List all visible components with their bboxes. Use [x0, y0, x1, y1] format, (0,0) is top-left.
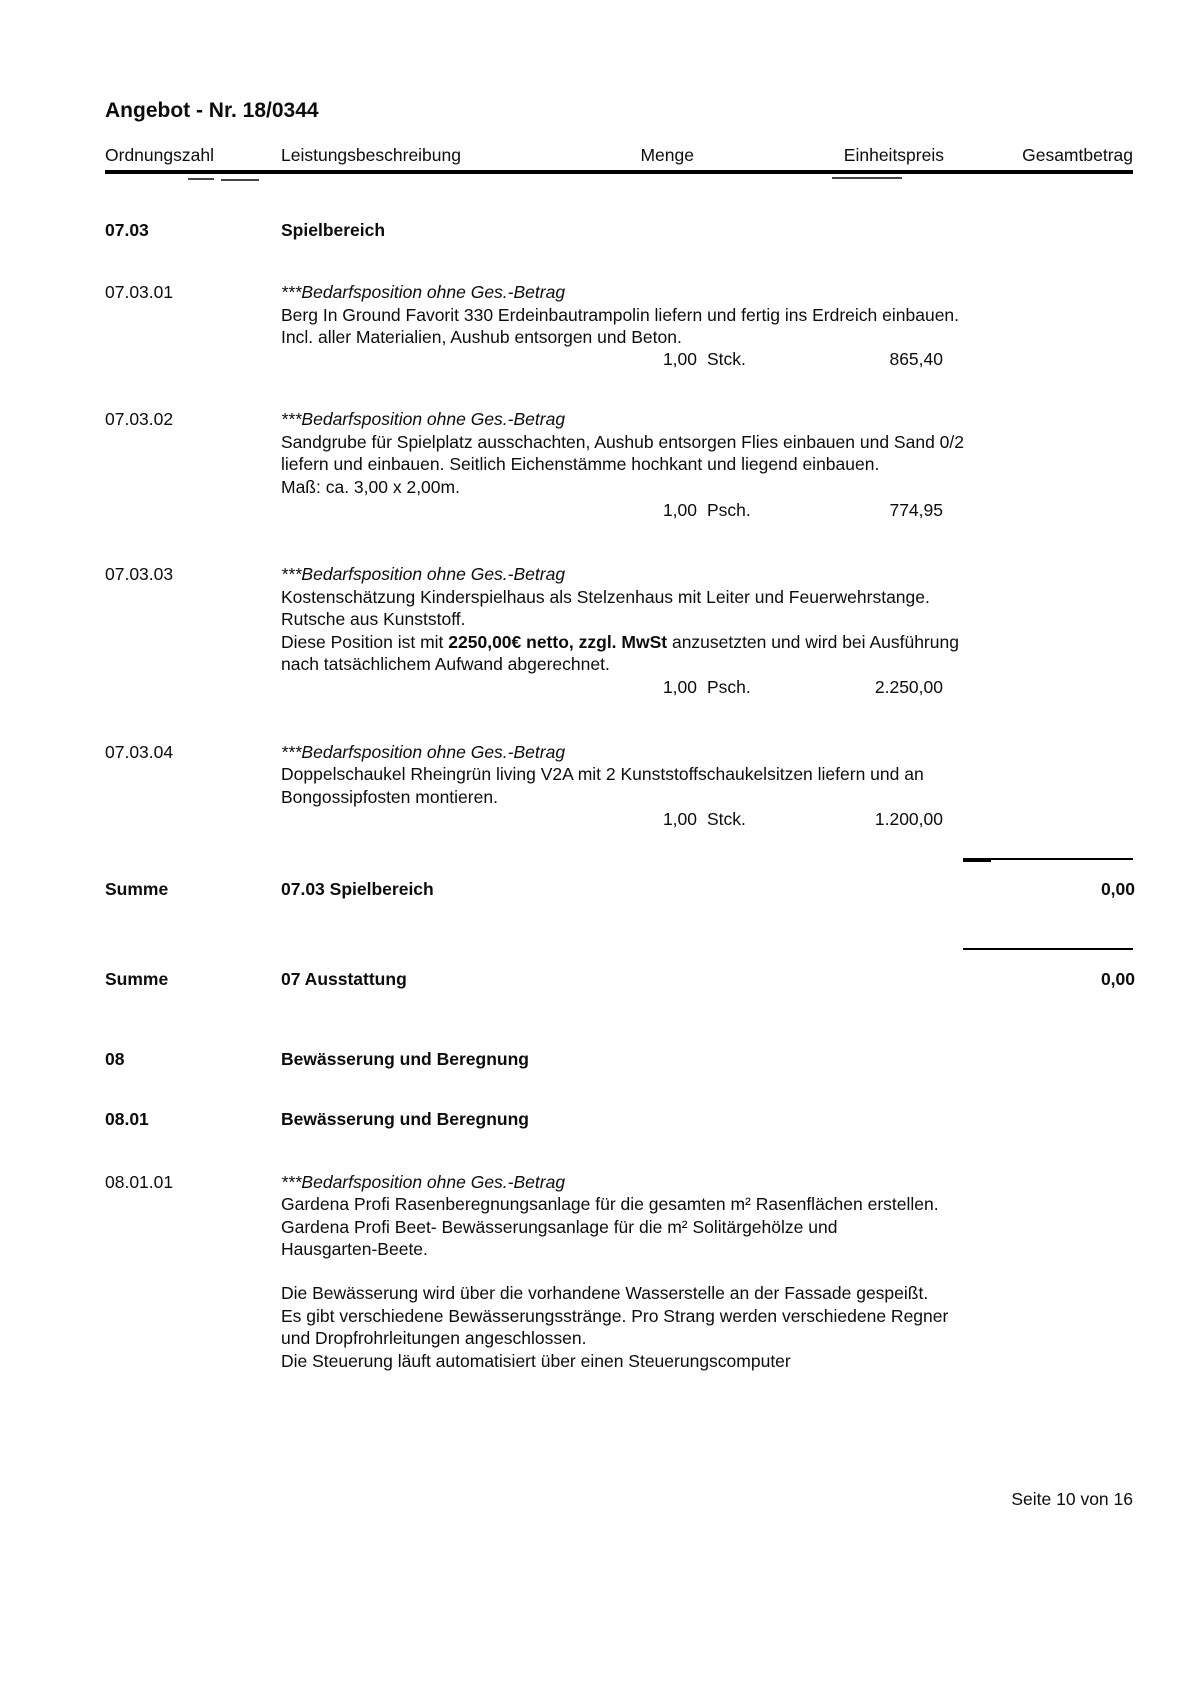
unit-label: Stck. — [707, 349, 746, 369]
position-line: Die Bewässerung wird über die vorhandene Wasserstelle an der Fassade gespeißt. — [281, 1283, 929, 1303]
quantity-value: 1,00 — [662, 677, 697, 697]
sum-rule-tick — [963, 859, 991, 862]
position-line: Bongossipfosten montieren. — [281, 787, 498, 807]
page-number: Seite 10 von 16 — [1011, 1489, 1133, 1509]
position-line: Es gibt verschiedene Bewässerungsstränge. Pro Strang werden verschiedene Regner — [281, 1306, 949, 1326]
unit-price-value: 2.250,00 — [874, 677, 943, 697]
position-flag: ***Bedarfsposition ohne Ges.-Betrag — [281, 282, 566, 302]
section-title: Bewässerung und Beregnung — [281, 1049, 529, 1069]
sum-amount: 0,00 — [1100, 879, 1135, 899]
column-header-einheitspreis: Einheitspreis — [843, 145, 944, 165]
position-line: Gardena Profi Beet- Bewässerungsanlage für die m² Solitärgehölze und — [281, 1217, 838, 1237]
section-number: 08 — [105, 1049, 125, 1069]
position-line: Sandgrube für Spielplatz ausschachten, Aushub entsorgen Flies einbauen und Sand 0/2 — [281, 432, 964, 452]
unit-label: Psch. — [707, 500, 751, 520]
position-line: Hausgarten-Beete. — [281, 1239, 428, 1259]
position-line-text: anzusetzten und wird bei Ausführung — [667, 632, 959, 652]
scan-artifact — [188, 178, 214, 180]
column-header-leistungsbeschreibung: Leistungsbeschreibung — [281, 145, 461, 165]
section-number: 08.01 — [105, 1109, 149, 1129]
section-title: Bewässerung und Beregnung — [281, 1109, 529, 1129]
column-header-menge: Menge — [640, 145, 694, 165]
position-line: Berg In Ground Favorit 330 Erdeinbautrampolin liefern und fertig ins Erdreich einbauen. — [281, 305, 960, 325]
position-number: 07.03.03 — [105, 564, 174, 584]
sum-amount: 0,00 — [1100, 969, 1135, 989]
position-line: Maß: ca. 3,00 x 2,00m. — [281, 477, 460, 497]
unit-price-value: 774,95 — [889, 500, 943, 520]
unit-price-value: 865,40 — [889, 349, 943, 369]
position-flag: ***Bedarfsposition ohne Ges.-Betrag — [281, 1172, 566, 1192]
position-line: liefern und einbauen. Seitlich Eichenstämme hochkant und liegend einbauen. — [281, 454, 880, 474]
sum-scope: 07.03 Spielbereich — [281, 879, 434, 899]
position-line — [281, 631, 959, 653]
scan-artifact — [221, 179, 259, 181]
sum-scope: 07 Ausstattung — [281, 969, 407, 989]
quantity-value: 1,00 — [662, 349, 697, 369]
sum-label: Summe — [105, 969, 169, 989]
column-header-gesamtbetrag: Gesamtbetrag — [1022, 145, 1133, 165]
header-rule — [105, 170, 1133, 174]
position-flag: ***Bedarfsposition ohne Ges.-Betrag — [281, 564, 566, 584]
position-line-text: Diese Position ist mit — [281, 632, 449, 652]
position-line: Die Steuerung läuft automatisiert über einen Steuerungscomputer — [281, 1351, 791, 1371]
section-number: 07.03 — [105, 220, 149, 240]
section-title: Spielbereich — [281, 220, 386, 240]
unit-label: Psch. — [707, 677, 751, 697]
position-line: Gardena Profi Rasenberegnungsanlage für die gesamten m² Rasenflächen erstellen. — [281, 1194, 939, 1214]
quantity-value: 1,00 — [662, 809, 697, 829]
position-line: Rutsche aus Kunststoff. — [281, 609, 466, 629]
position-flag: ***Bedarfsposition ohne Ges.-Betrag — [281, 742, 566, 762]
unit-price-value: 1.200,00 — [874, 809, 943, 829]
position-number: 08.01.01 — [105, 1172, 174, 1192]
column-header-ordnungszahl: Ordnungszahl — [105, 145, 214, 165]
sum-label: Summe — [105, 879, 169, 899]
page-title: Angebot - Nr. 18/0344 — [105, 99, 319, 122]
sum-rule — [963, 948, 1133, 950]
scan-artifact — [832, 177, 902, 179]
position-line-bold-text: 2250,00€ netto, zzgl. MwSt — [448, 632, 668, 652]
position-number: 07.03.01 — [105, 282, 174, 302]
position-line: Doppelschaukel Rheingrün living V2A mit 2 Kunststoffschaukelsitzen liefern und an — [281, 764, 924, 784]
position-line: Kostenschätzung Kinderspielhaus als Stelzenhaus mit Leiter und Feuerwehrstange. — [281, 587, 930, 607]
position-line: und Dropfrohrleitungen angeschlossen. — [281, 1328, 587, 1348]
quantity-value: 1,00 — [662, 500, 697, 520]
position-line: Incl. aller Materialien, Aushub entsorgen und Beton. — [281, 327, 682, 347]
position-number: 07.03.04 — [105, 742, 174, 762]
unit-label: Stck. — [707, 809, 746, 829]
position-flag: ***Bedarfsposition ohne Ges.-Betrag — [281, 409, 566, 429]
position-number: 07.03.02 — [105, 409, 174, 429]
position-line: nach tatsächlichem Aufwand abgerechnet. — [281, 654, 610, 674]
